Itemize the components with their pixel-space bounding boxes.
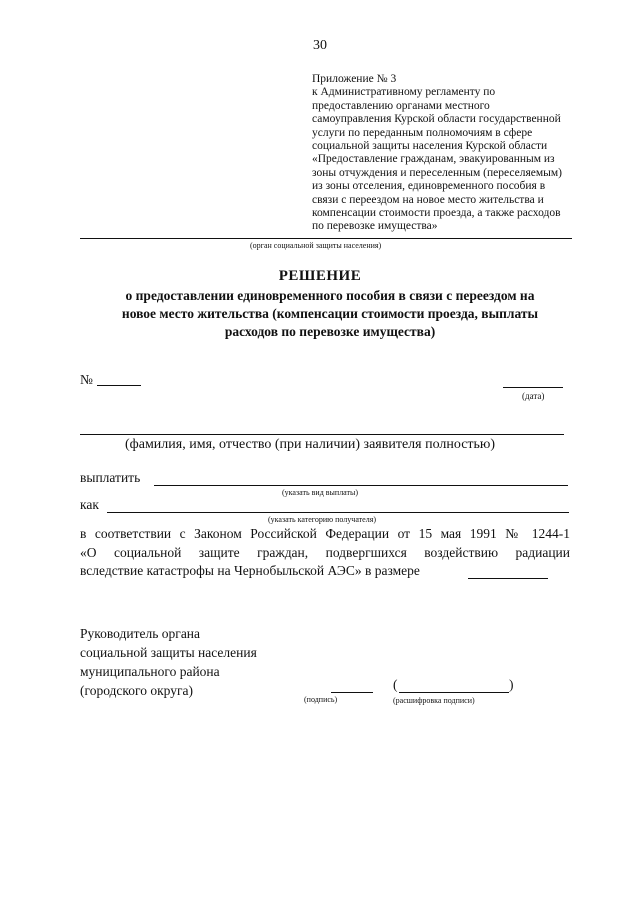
as-line bbox=[107, 512, 569, 513]
law-text-line: в соответствии с Законом Российской Федерации от 15 мая 1991 № 1244-1 bbox=[80, 526, 570, 541]
fio-line bbox=[80, 434, 564, 435]
organ-caption: (орган социальной защиты населения) bbox=[250, 241, 382, 250]
as-label: как bbox=[80, 497, 99, 512]
page-number: 30 bbox=[313, 38, 327, 53]
date-line bbox=[503, 387, 563, 388]
signature-line bbox=[331, 692, 373, 693]
document-title: РЕШЕНИЕ bbox=[278, 268, 362, 284]
signer-block bbox=[80, 624, 257, 700]
subtitle-line: о предоставлении единовременного пособия в связи с переездом на bbox=[125, 288, 535, 303]
appendix-line: услуги по переданным полномочиям в сфере bbox=[312, 126, 533, 139]
appendix-line: самоуправления Курской области государственной bbox=[312, 113, 561, 126]
law-text-line: «О социальной защите граждан, подвергшихся воздействию радиации bbox=[80, 545, 570, 560]
law-text-last: вследствие катастрофы на Чернобыльской АЭС» в размере bbox=[80, 563, 420, 578]
pay-line bbox=[154, 485, 568, 486]
appendix-line: «Предоставление гражданам, эвакуированным из bbox=[312, 153, 555, 166]
appendix-line: из зоны отселения, единовременного пособия в bbox=[312, 180, 546, 193]
appendix-line: предоставлению органами местного bbox=[312, 99, 490, 112]
subtitle-line: новое место жительства (компенсации стоимости проезда, выплаты bbox=[121, 306, 539, 321]
decode-open-paren: ( bbox=[393, 677, 398, 692]
signer-line: Руководитель органа bbox=[80, 626, 201, 641]
appendix-header bbox=[312, 73, 580, 234]
organ-line bbox=[80, 238, 572, 239]
appendix-line: социальной защиты населения Курской области bbox=[312, 140, 548, 153]
date-caption: (дата) bbox=[522, 391, 545, 401]
appendix-line: связи с переездом на новое место жительства и bbox=[312, 193, 544, 206]
decode-caption: (расшифровка подписи) bbox=[393, 696, 475, 705]
signer-line: муниципального района bbox=[80, 664, 220, 679]
appendix-line: по перевозке имущества» bbox=[312, 220, 438, 233]
decode-line bbox=[399, 692, 509, 693]
pay-label: выплатить bbox=[80, 470, 141, 485]
signature-caption: (подпись) bbox=[304, 695, 338, 704]
decode-close-paren: ) bbox=[509, 677, 514, 692]
pay-caption: (указать вид выплаты) bbox=[282, 488, 359, 497]
number-label: № bbox=[80, 372, 93, 387]
subtitle-line: расходов по перевозке имущества) bbox=[224, 324, 436, 339]
number-line bbox=[97, 385, 141, 386]
signer-line: социальной защиты населения bbox=[80, 645, 257, 660]
appendix-line: зоны отчуждения и переселенным (переселяемым) bbox=[312, 166, 562, 179]
as-caption: (указать категорию получателя) bbox=[268, 515, 377, 524]
appendix-line: к Административному регламенту по bbox=[312, 86, 496, 99]
appendix-line: Приложение № 3 bbox=[312, 73, 397, 85]
fio-caption: (фамилия, имя, отчество (при наличии) заявителя полностью) bbox=[125, 437, 496, 452]
appendix-line: компенсации стоимости проезда, а также расходов bbox=[312, 207, 561, 220]
signer-line: (городского округа) bbox=[80, 683, 194, 698]
document-subtitle bbox=[80, 287, 580, 341]
amount-line bbox=[468, 578, 548, 579]
